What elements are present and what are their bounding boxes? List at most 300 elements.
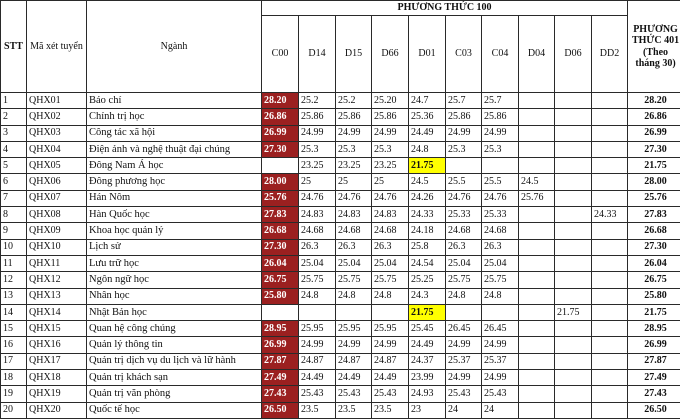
score-d14: 25.95	[299, 321, 336, 337]
score-d15: 25.04	[336, 255, 372, 271]
score-c03	[446, 158, 482, 174]
row-stt: 10	[1, 239, 27, 255]
row-method-401-score: 27.87	[628, 353, 680, 369]
row-method-401-score: 25.76	[628, 190, 680, 206]
row-major-name: Quốc tế học	[87, 402, 262, 418]
row-method-401-score: 26.68	[628, 223, 680, 239]
score-d04	[519, 158, 555, 174]
score-d66: 25.95	[372, 321, 409, 337]
score-d01: 24.3	[409, 288, 446, 304]
score-d66: 25	[372, 174, 409, 190]
score-d01: 23	[409, 402, 446, 418]
score-d01: 25.36	[409, 109, 446, 125]
score-c03: 24.8	[446, 288, 482, 304]
score-c00: 27.43	[262, 386, 299, 402]
score-c04: 25.5	[482, 174, 519, 190]
score-c00: 27.49	[262, 370, 299, 386]
score-d66: 24.87	[372, 353, 409, 369]
row-major-name: Điện ảnh và nghệ thuật đại chúng	[87, 141, 262, 157]
score-dd2	[592, 337, 628, 353]
row-major-name: Quản lý thông tin	[87, 337, 262, 353]
score-d14: 24.68	[299, 223, 336, 239]
score-c00: 25.80	[262, 288, 299, 304]
score-d06	[555, 223, 592, 239]
row-stt: 20	[1, 402, 27, 418]
score-d15: 25.86	[336, 109, 372, 125]
score-c03: 25.75	[446, 272, 482, 288]
score-d14: 25.2	[299, 93, 336, 109]
row-major-name: Báo chí	[87, 93, 262, 109]
score-c03: 24.99	[446, 125, 482, 141]
score-d01: 24.49	[409, 337, 446, 353]
table-row	[1, 321, 680, 337]
row-method-401-score: 21.75	[628, 304, 680, 320]
score-d06	[555, 321, 592, 337]
score-d14	[299, 304, 336, 320]
score-d04	[519, 239, 555, 255]
row-stt: 9	[1, 223, 27, 239]
score-d06	[555, 239, 592, 255]
row-code: QHX06	[27, 174, 87, 190]
score-d01: 24.37	[409, 353, 446, 369]
table-row	[1, 304, 680, 320]
table-row	[1, 255, 680, 271]
score-d06	[555, 174, 592, 190]
score-d01: 24.93	[409, 386, 446, 402]
row-major-name: Đông Nam Á học	[87, 158, 262, 174]
score-c00: 25.76	[262, 190, 299, 206]
score-d04	[519, 141, 555, 157]
score-c03: 24.68	[446, 223, 482, 239]
score-d15: 25.3	[336, 141, 372, 157]
table-row	[1, 158, 680, 174]
score-d66	[372, 304, 409, 320]
score-c04: 24.99	[482, 370, 519, 386]
table-row	[1, 288, 680, 304]
row-major-name: Ngôn ngữ học	[87, 272, 262, 288]
score-d01: 25.45	[409, 321, 446, 337]
table-row	[1, 141, 680, 157]
score-c00: 26.68	[262, 223, 299, 239]
row-method-401-score: 21.75	[628, 158, 680, 174]
score-d15: 25.75	[336, 272, 372, 288]
table-row	[1, 239, 680, 255]
row-stt: 13	[1, 288, 27, 304]
table-row	[1, 125, 680, 141]
score-d15: 24.49	[336, 370, 372, 386]
score-d14: 24.99	[299, 337, 336, 353]
score-d01: 24.54	[409, 255, 446, 271]
score-d01: 21.75	[409, 304, 446, 320]
row-code: QHX01	[27, 93, 87, 109]
row-code: QHX02	[27, 109, 87, 125]
score-d06	[555, 125, 592, 141]
row-method-401-score: 26.75	[628, 272, 680, 288]
score-d06	[555, 109, 592, 125]
score-c04: 25.7	[482, 93, 519, 109]
table-row	[1, 190, 680, 206]
score-c00: 27.30	[262, 141, 299, 157]
row-method-401-score: 26.99	[628, 337, 680, 353]
header-block-c03: C03	[446, 16, 482, 93]
row-method-401-score: 26.86	[628, 109, 680, 125]
row-major-name: Đông phương học	[87, 174, 262, 190]
row-method-401-score: 28.00	[628, 174, 680, 190]
row-major-name: Hán Nôm	[87, 190, 262, 206]
header-block-d01: D01	[409, 16, 446, 93]
score-d01: 24.18	[409, 223, 446, 239]
score-d04	[519, 288, 555, 304]
row-stt: 11	[1, 255, 27, 271]
row-major-name: Khoa học quản lý	[87, 223, 262, 239]
row-stt: 18	[1, 370, 27, 386]
score-c04	[482, 304, 519, 320]
score-d01: 23.99	[409, 370, 446, 386]
table-row	[1, 174, 680, 190]
row-method-401-score: 27.30	[628, 239, 680, 255]
score-dd2	[592, 288, 628, 304]
score-d14: 24.83	[299, 207, 336, 223]
score-d14: 24.49	[299, 370, 336, 386]
score-dd2	[592, 93, 628, 109]
score-c00: 27.83	[262, 207, 299, 223]
row-code: QHX07	[27, 190, 87, 206]
score-d14: 24.76	[299, 190, 336, 206]
score-c04: 25.04	[482, 255, 519, 271]
row-code: QHX08	[27, 207, 87, 223]
header-block-d66: D66	[372, 16, 409, 93]
score-d14: 24.8	[299, 288, 336, 304]
score-d06	[555, 386, 592, 402]
score-d04	[519, 255, 555, 271]
score-dd2	[592, 190, 628, 206]
score-dd2: 24.33	[592, 207, 628, 223]
score-d15: 24.68	[336, 223, 372, 239]
score-d04	[519, 353, 555, 369]
row-code: QHX14	[27, 304, 87, 320]
score-dd2	[592, 125, 628, 141]
score-d04	[519, 370, 555, 386]
score-d06	[555, 93, 592, 109]
row-code: QHX09	[27, 223, 87, 239]
score-d66: 24.76	[372, 190, 409, 206]
row-method-401-score: 27.43	[628, 386, 680, 402]
score-d01: 21.75	[409, 158, 446, 174]
score-d15: 25.2	[336, 93, 372, 109]
score-d06	[555, 337, 592, 353]
row-method-401-score: 27.30	[628, 141, 680, 157]
score-c03: 24.76	[446, 190, 482, 206]
score-c03: 25.5	[446, 174, 482, 190]
score-d14: 23.25	[299, 158, 336, 174]
header-code: Mã xét tuyển	[27, 1, 87, 93]
row-method-401-score: 26.99	[628, 125, 680, 141]
header-method-100: PHƯƠNG THỨC 100	[262, 1, 628, 16]
score-c00: 26.50	[262, 402, 299, 418]
header-method-401: PHƯƠNG THỨC 401 (Theo tháng 30)	[628, 1, 680, 93]
row-stt: 2	[1, 109, 27, 125]
score-dd2	[592, 321, 628, 337]
row-major-name: Nhân học	[87, 288, 262, 304]
score-c00	[262, 158, 299, 174]
score-d01: 24.7	[409, 93, 446, 109]
score-d15: 26.3	[336, 239, 372, 255]
row-code: QHX10	[27, 239, 87, 255]
score-dd2	[592, 174, 628, 190]
table-row	[1, 207, 680, 223]
score-d66: 26.3	[372, 239, 409, 255]
score-d15: 24.87	[336, 353, 372, 369]
score-c03: 25.33	[446, 207, 482, 223]
table-row	[1, 109, 680, 125]
score-d06	[555, 207, 592, 223]
score-dd2	[592, 386, 628, 402]
score-c04	[482, 158, 519, 174]
score-c04: 24.68	[482, 223, 519, 239]
score-d14: 25.3	[299, 141, 336, 157]
score-c03: 25.3	[446, 141, 482, 157]
row-major-name: Quan hệ công chúng	[87, 321, 262, 337]
score-d14: 24.99	[299, 125, 336, 141]
score-c00: 28.00	[262, 174, 299, 190]
row-stt: 16	[1, 337, 27, 353]
score-d01: 24.8	[409, 141, 446, 157]
score-c03: 25.7	[446, 93, 482, 109]
score-d04	[519, 223, 555, 239]
score-dd2	[592, 158, 628, 174]
score-dd2	[592, 109, 628, 125]
score-d04	[519, 125, 555, 141]
score-c00: 28.20	[262, 93, 299, 109]
row-major-name: Quản trị dịch vụ du lịch và lữ hành	[87, 353, 262, 369]
score-d14: 25.86	[299, 109, 336, 125]
score-c00	[262, 304, 299, 320]
score-d06	[555, 255, 592, 271]
score-dd2	[592, 353, 628, 369]
row-method-401-score: 26.04	[628, 255, 680, 271]
score-d14: 24.87	[299, 353, 336, 369]
score-d14: 26.3	[299, 239, 336, 255]
score-c00: 26.75	[262, 272, 299, 288]
row-major-name: Quản trị khách sạn	[87, 370, 262, 386]
score-c04: 25.75	[482, 272, 519, 288]
score-c00: 26.99	[262, 125, 299, 141]
row-code: QHX05	[27, 158, 87, 174]
score-d14: 25.04	[299, 255, 336, 271]
row-major-name: Lưu trữ học	[87, 255, 262, 271]
score-d66: 25.75	[372, 272, 409, 288]
score-d01: 25.25	[409, 272, 446, 288]
score-d15: 23.25	[336, 158, 372, 174]
score-d15: 24.83	[336, 207, 372, 223]
score-d66: 24.83	[372, 207, 409, 223]
header-block-c00: C00	[262, 16, 299, 93]
row-major-name: Lịch sử	[87, 239, 262, 255]
score-c04: 24.76	[482, 190, 519, 206]
score-d66: 25.86	[372, 109, 409, 125]
score-d01: 24.26	[409, 190, 446, 206]
score-c03: 26.3	[446, 239, 482, 255]
header-stt: STT	[1, 1, 27, 93]
score-d15: 25.95	[336, 321, 372, 337]
row-code: QHX15	[27, 321, 87, 337]
score-c03: 25.86	[446, 109, 482, 125]
table-row	[1, 370, 680, 386]
score-d66: 23.25	[372, 158, 409, 174]
score-d04	[519, 386, 555, 402]
row-code: QHX18	[27, 370, 87, 386]
score-d04	[519, 272, 555, 288]
row-method-401-score: 25.80	[628, 288, 680, 304]
score-dd2	[592, 304, 628, 320]
score-d06	[555, 141, 592, 157]
score-d06	[555, 272, 592, 288]
score-d14: 25.75	[299, 272, 336, 288]
score-dd2	[592, 141, 628, 157]
row-code: QHX19	[27, 386, 87, 402]
score-c03: 25.37	[446, 353, 482, 369]
score-d15: 24.99	[336, 337, 372, 353]
score-d66: 23.5	[372, 402, 409, 418]
score-table-body	[1, 93, 680, 419]
score-c00: 28.95	[262, 321, 299, 337]
score-c04: 25.86	[482, 109, 519, 125]
score-d66: 24.8	[372, 288, 409, 304]
row-code: QHX04	[27, 141, 87, 157]
score-c00: 26.99	[262, 337, 299, 353]
header-block-d06: D06	[555, 16, 592, 93]
row-code: QHX16	[27, 337, 87, 353]
score-d01: 24.49	[409, 125, 446, 141]
score-d15: 24.99	[336, 125, 372, 141]
row-stt: 14	[1, 304, 27, 320]
row-code: QHX17	[27, 353, 87, 369]
score-c04: 26.45	[482, 321, 519, 337]
score-c00: 26.86	[262, 109, 299, 125]
score-d04	[519, 109, 555, 125]
row-major-name: Công tác xã hội	[87, 125, 262, 141]
row-stt: 17	[1, 353, 27, 369]
score-d06	[555, 190, 592, 206]
score-d15: 25	[336, 174, 372, 190]
score-d14: 25.43	[299, 386, 336, 402]
table-row	[1, 272, 680, 288]
score-d14: 23.5	[299, 402, 336, 418]
score-d66: 24.99	[372, 337, 409, 353]
table-row	[1, 93, 680, 109]
score-d04: 25.76	[519, 190, 555, 206]
header-block-d14: D14	[299, 16, 336, 93]
header-block-c04: C04	[482, 16, 519, 93]
score-d15	[336, 304, 372, 320]
score-d06: 21.75	[555, 304, 592, 320]
row-code: QHX03	[27, 125, 87, 141]
score-d14: 25	[299, 174, 336, 190]
score-d04	[519, 207, 555, 223]
score-d01: 24.5	[409, 174, 446, 190]
row-stt: 1	[1, 93, 27, 109]
score-c00: 27.87	[262, 353, 299, 369]
row-method-401-score: 27.49	[628, 370, 680, 386]
score-d04: 24.5	[519, 174, 555, 190]
score-d04	[519, 93, 555, 109]
row-stt: 19	[1, 386, 27, 402]
score-d66: 25.20	[372, 93, 409, 109]
row-stt: 8	[1, 207, 27, 223]
score-c00: 27.30	[262, 239, 299, 255]
score-c03: 25.43	[446, 386, 482, 402]
score-c04: 25.3	[482, 141, 519, 157]
table-row	[1, 386, 680, 402]
score-c03	[446, 304, 482, 320]
score-d06	[555, 370, 592, 386]
row-major-name: Quản trị văn phòng	[87, 386, 262, 402]
score-d66: 24.49	[372, 370, 409, 386]
score-d66: 24.68	[372, 223, 409, 239]
score-dd2	[592, 255, 628, 271]
score-d66: 25.04	[372, 255, 409, 271]
score-d15: 23.5	[336, 402, 372, 418]
table-row	[1, 223, 680, 239]
row-method-401-score: 26.50	[628, 402, 680, 418]
score-d66: 24.99	[372, 125, 409, 141]
score-d04	[519, 337, 555, 353]
table-row	[1, 337, 680, 353]
score-c03: 24.99	[446, 370, 482, 386]
header-block-d04: D04	[519, 16, 555, 93]
score-c04: 24.99	[482, 125, 519, 141]
score-c04: 24.8	[482, 288, 519, 304]
header-block-d15: D15	[336, 16, 372, 93]
score-c04: 26.3	[482, 239, 519, 255]
row-stt: 12	[1, 272, 27, 288]
score-d06	[555, 402, 592, 418]
row-major-name: Hàn Quốc học	[87, 207, 262, 223]
row-major-name: Chính trị học	[87, 109, 262, 125]
score-d04	[519, 321, 555, 337]
score-d06	[555, 158, 592, 174]
row-code: QHX20	[27, 402, 87, 418]
table-row	[1, 402, 680, 418]
score-d04	[519, 402, 555, 418]
score-c04: 25.37	[482, 353, 519, 369]
score-c04: 25.43	[482, 386, 519, 402]
row-stt: 3	[1, 125, 27, 141]
score-c03: 26.45	[446, 321, 482, 337]
score-c04: 24	[482, 402, 519, 418]
header-major: Ngành	[87, 1, 262, 93]
score-d06	[555, 353, 592, 369]
row-stt: 6	[1, 174, 27, 190]
score-c04: 25.33	[482, 207, 519, 223]
score-d01: 24.33	[409, 207, 446, 223]
row-stt: 4	[1, 141, 27, 157]
score-d01: 25.8	[409, 239, 446, 255]
row-code: QHX11	[27, 255, 87, 271]
score-d15: 24.8	[336, 288, 372, 304]
score-c03: 24	[446, 402, 482, 418]
score-d15: 25.43	[336, 386, 372, 402]
row-stt: 7	[1, 190, 27, 206]
score-d06	[555, 288, 592, 304]
score-dd2	[592, 370, 628, 386]
score-d66: 25.3	[372, 141, 409, 157]
score-dd2	[592, 272, 628, 288]
score-dd2	[592, 402, 628, 418]
table-row	[1, 353, 680, 369]
score-c00: 26.04	[262, 255, 299, 271]
score-dd2	[592, 239, 628, 255]
